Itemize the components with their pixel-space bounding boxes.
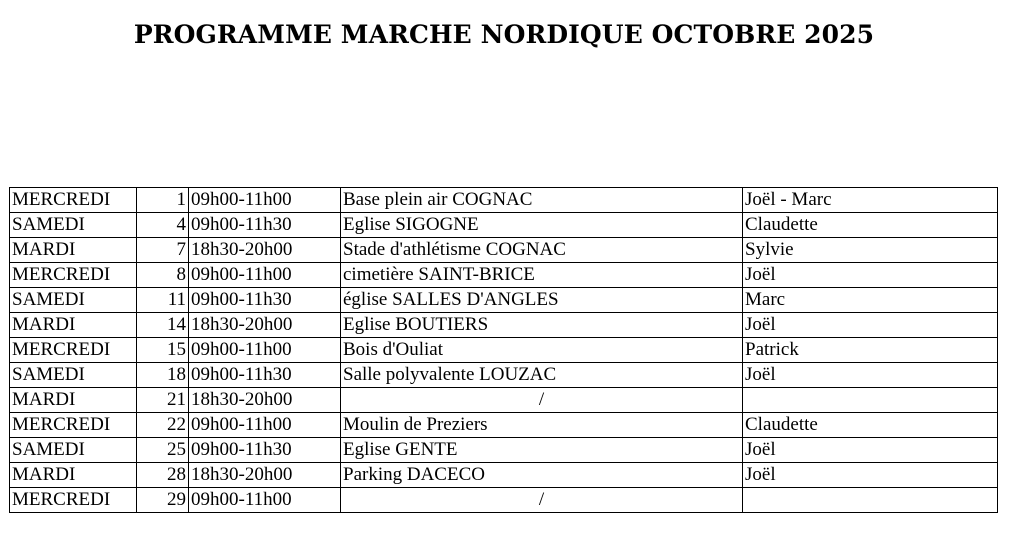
date-cell: 4 — [137, 213, 189, 238]
place-cell: / — [341, 488, 743, 513]
table-row — [10, 413, 998, 438]
table-row — [10, 463, 998, 488]
leader-cell: Claudette — [743, 213, 998, 238]
day-cell: SAMEDI — [10, 213, 137, 238]
leader-cell: Joël — [743, 463, 998, 488]
table-row — [10, 488, 998, 513]
leader-cell: Joël — [743, 438, 998, 463]
date-cell: 29 — [137, 488, 189, 513]
day-cell: SAMEDI — [10, 363, 137, 388]
day-cell: MARDI — [10, 313, 137, 338]
place-cell: Base plein air COGNAC — [341, 188, 743, 213]
date-cell: 21 — [137, 388, 189, 413]
time-cell: 18h30-20h00 — [189, 463, 341, 488]
table-row — [10, 288, 998, 313]
time-cell: 09h00-11h00 — [189, 413, 341, 438]
day-cell: MERCREDI — [10, 338, 137, 363]
day-cell: MERCREDI — [10, 263, 137, 288]
leader-cell: Joël — [743, 363, 998, 388]
time-cell: 09h00-11h00 — [189, 188, 341, 213]
place-cell: Salle polyvalente LOUZAC — [341, 363, 743, 388]
date-cell: 1 — [137, 188, 189, 213]
time-cell: 18h30-20h00 — [189, 313, 341, 338]
time-cell: 18h30-20h00 — [189, 388, 341, 413]
leader-cell: Joël - Marc — [743, 188, 998, 213]
place-cell: Bois d'Ouliat — [341, 338, 743, 363]
date-cell: 11 — [137, 288, 189, 313]
leader-cell: Claudette — [743, 413, 998, 438]
date-cell: 28 — [137, 463, 189, 488]
table-row — [10, 338, 998, 363]
time-cell: 09h00-11h30 — [189, 213, 341, 238]
day-cell: MERCREDI — [10, 413, 137, 438]
date-cell: 25 — [137, 438, 189, 463]
page-title: PROGRAMME MARCHE NORDIQUE OCTOBRE 2025 — [133, 20, 875, 49]
leader-cell: Sylvie — [743, 238, 998, 263]
place-cell: cimetière SAINT-BRICE — [341, 263, 743, 288]
time-cell: 09h00-11h30 — [189, 438, 341, 463]
table-row — [10, 213, 998, 238]
leader-cell: Joël — [743, 263, 998, 288]
date-cell: 18 — [137, 363, 189, 388]
schedule-table — [9, 187, 998, 513]
day-cell: MERCREDI — [10, 188, 137, 213]
place-cell: église SALLES D'ANGLES — [341, 288, 743, 313]
time-cell: 18h30-20h00 — [189, 238, 341, 263]
place-cell: Stade d'athlétisme COGNAC — [341, 238, 743, 263]
day-cell: MARDI — [10, 388, 137, 413]
place-cell: / — [341, 388, 743, 413]
date-cell: 14 — [137, 313, 189, 338]
place-cell: Parking DACECO — [341, 463, 743, 488]
day-cell: SAMEDI — [10, 288, 137, 313]
time-cell: 09h00-11h00 — [189, 263, 341, 288]
time-cell: 09h00-11h00 — [189, 338, 341, 363]
date-cell: 22 — [137, 413, 189, 438]
table-row — [10, 313, 998, 338]
day-cell: MARDI — [10, 463, 137, 488]
leader-cell — [743, 388, 998, 413]
day-cell: MARDI — [10, 238, 137, 263]
table-row — [10, 388, 998, 413]
table-row — [10, 363, 998, 388]
day-cell: SAMEDI — [10, 438, 137, 463]
place-cell: Moulin de Preziers — [341, 413, 743, 438]
table-row — [10, 438, 998, 463]
day-cell: MERCREDI — [10, 488, 137, 513]
leader-cell: Marc — [743, 288, 998, 313]
place-cell: Eglise BOUTIERS — [341, 313, 743, 338]
leader-cell — [743, 488, 998, 513]
date-cell: 15 — [137, 338, 189, 363]
date-cell: 8 — [137, 263, 189, 288]
place-cell: Eglise SIGOGNE — [341, 213, 743, 238]
place-cell: Eglise GENTE — [341, 438, 743, 463]
time-cell: 09h00-11h30 — [189, 288, 341, 313]
time-cell: 09h00-11h30 — [189, 363, 341, 388]
table-row — [10, 238, 998, 263]
time-cell: 09h00-11h00 — [189, 488, 341, 513]
leader-cell: Joël — [743, 313, 998, 338]
date-cell: 7 — [137, 238, 189, 263]
table-row — [10, 263, 998, 288]
leader-cell: Patrick — [743, 338, 998, 363]
table-row — [10, 188, 998, 213]
